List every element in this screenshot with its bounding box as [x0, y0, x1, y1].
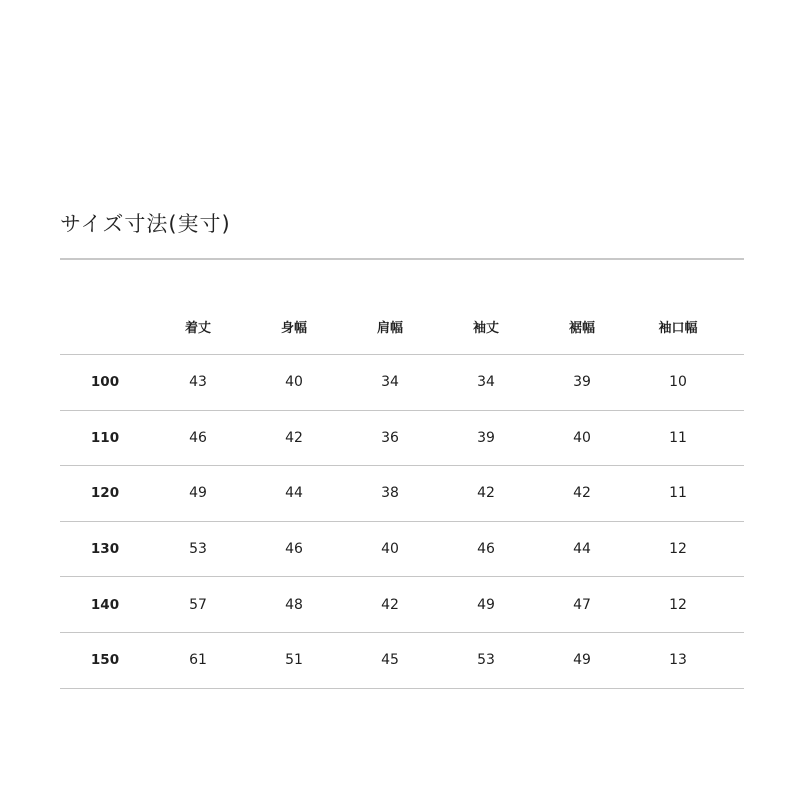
table-cell: 38 [381, 485, 399, 502]
table-cell: 46 [477, 541, 495, 558]
table-row [60, 466, 744, 522]
header-size-cell [60, 326, 150, 327]
table-cell: 42 [477, 485, 495, 502]
table-cell: 48 [285, 596, 303, 613]
table-cell: 39 [477, 429, 495, 446]
size-label: 150 [90, 652, 120, 669]
table-row [60, 577, 744, 633]
table-cell: 42 [573, 485, 591, 502]
header-shoulder-width: 肩幅 [376, 320, 403, 336]
table-cell: 40 [573, 429, 591, 446]
table-row [60, 355, 744, 411]
table-cell: 42 [381, 596, 399, 613]
table-row [60, 411, 744, 467]
size-label: 130 [90, 541, 120, 558]
header-hem-width: 裾幅 [568, 320, 595, 336]
header-cuff-width: 袖口幅 [658, 320, 698, 336]
table-row [60, 633, 744, 689]
table-cell: 34 [381, 374, 399, 391]
table-cell: 53 [189, 541, 207, 558]
header-length: 着丈 [184, 320, 211, 336]
size-label: 120 [90, 485, 120, 502]
table-cell: 39 [573, 374, 591, 391]
page-title: サイズ寸法(実寸) [60, 212, 231, 236]
table-cell: 45 [381, 652, 399, 669]
table-cell: 49 [189, 485, 207, 502]
table-cell: 61 [189, 652, 207, 669]
table-cell: 43 [189, 374, 207, 391]
table-cell: 12 [669, 596, 687, 613]
table-cell: 51 [285, 652, 303, 669]
table-cell: 13 [669, 652, 687, 669]
table-cell: 49 [573, 652, 591, 669]
table-header-row [60, 260, 744, 355]
table-cell: 53 [477, 652, 495, 669]
table-cell: 40 [285, 374, 303, 391]
table-cell: 49 [477, 596, 495, 613]
header-sleeve-length: 袖丈 [472, 320, 499, 336]
table-cell: 44 [285, 485, 303, 502]
table-cell: 12 [669, 541, 687, 558]
header-body-width: 身幅 [280, 320, 307, 336]
table-cell: 11 [669, 429, 687, 446]
table-row [60, 522, 744, 578]
table-cell: 10 [669, 374, 687, 391]
size-table [60, 258, 744, 689]
table-cell: 44 [573, 541, 591, 558]
table-cell: 11 [669, 485, 687, 502]
table-cell: 57 [189, 596, 207, 613]
table-cell: 34 [477, 374, 495, 391]
size-label: 100 [90, 374, 120, 391]
table-cell: 46 [285, 541, 303, 558]
size-label: 110 [90, 429, 120, 446]
table-cell: 46 [189, 429, 207, 446]
table-cell: 40 [381, 541, 399, 558]
size-label: 140 [90, 596, 120, 613]
table-cell: 47 [573, 596, 591, 613]
table-cell: 36 [381, 429, 399, 446]
table-cell: 42 [285, 429, 303, 446]
